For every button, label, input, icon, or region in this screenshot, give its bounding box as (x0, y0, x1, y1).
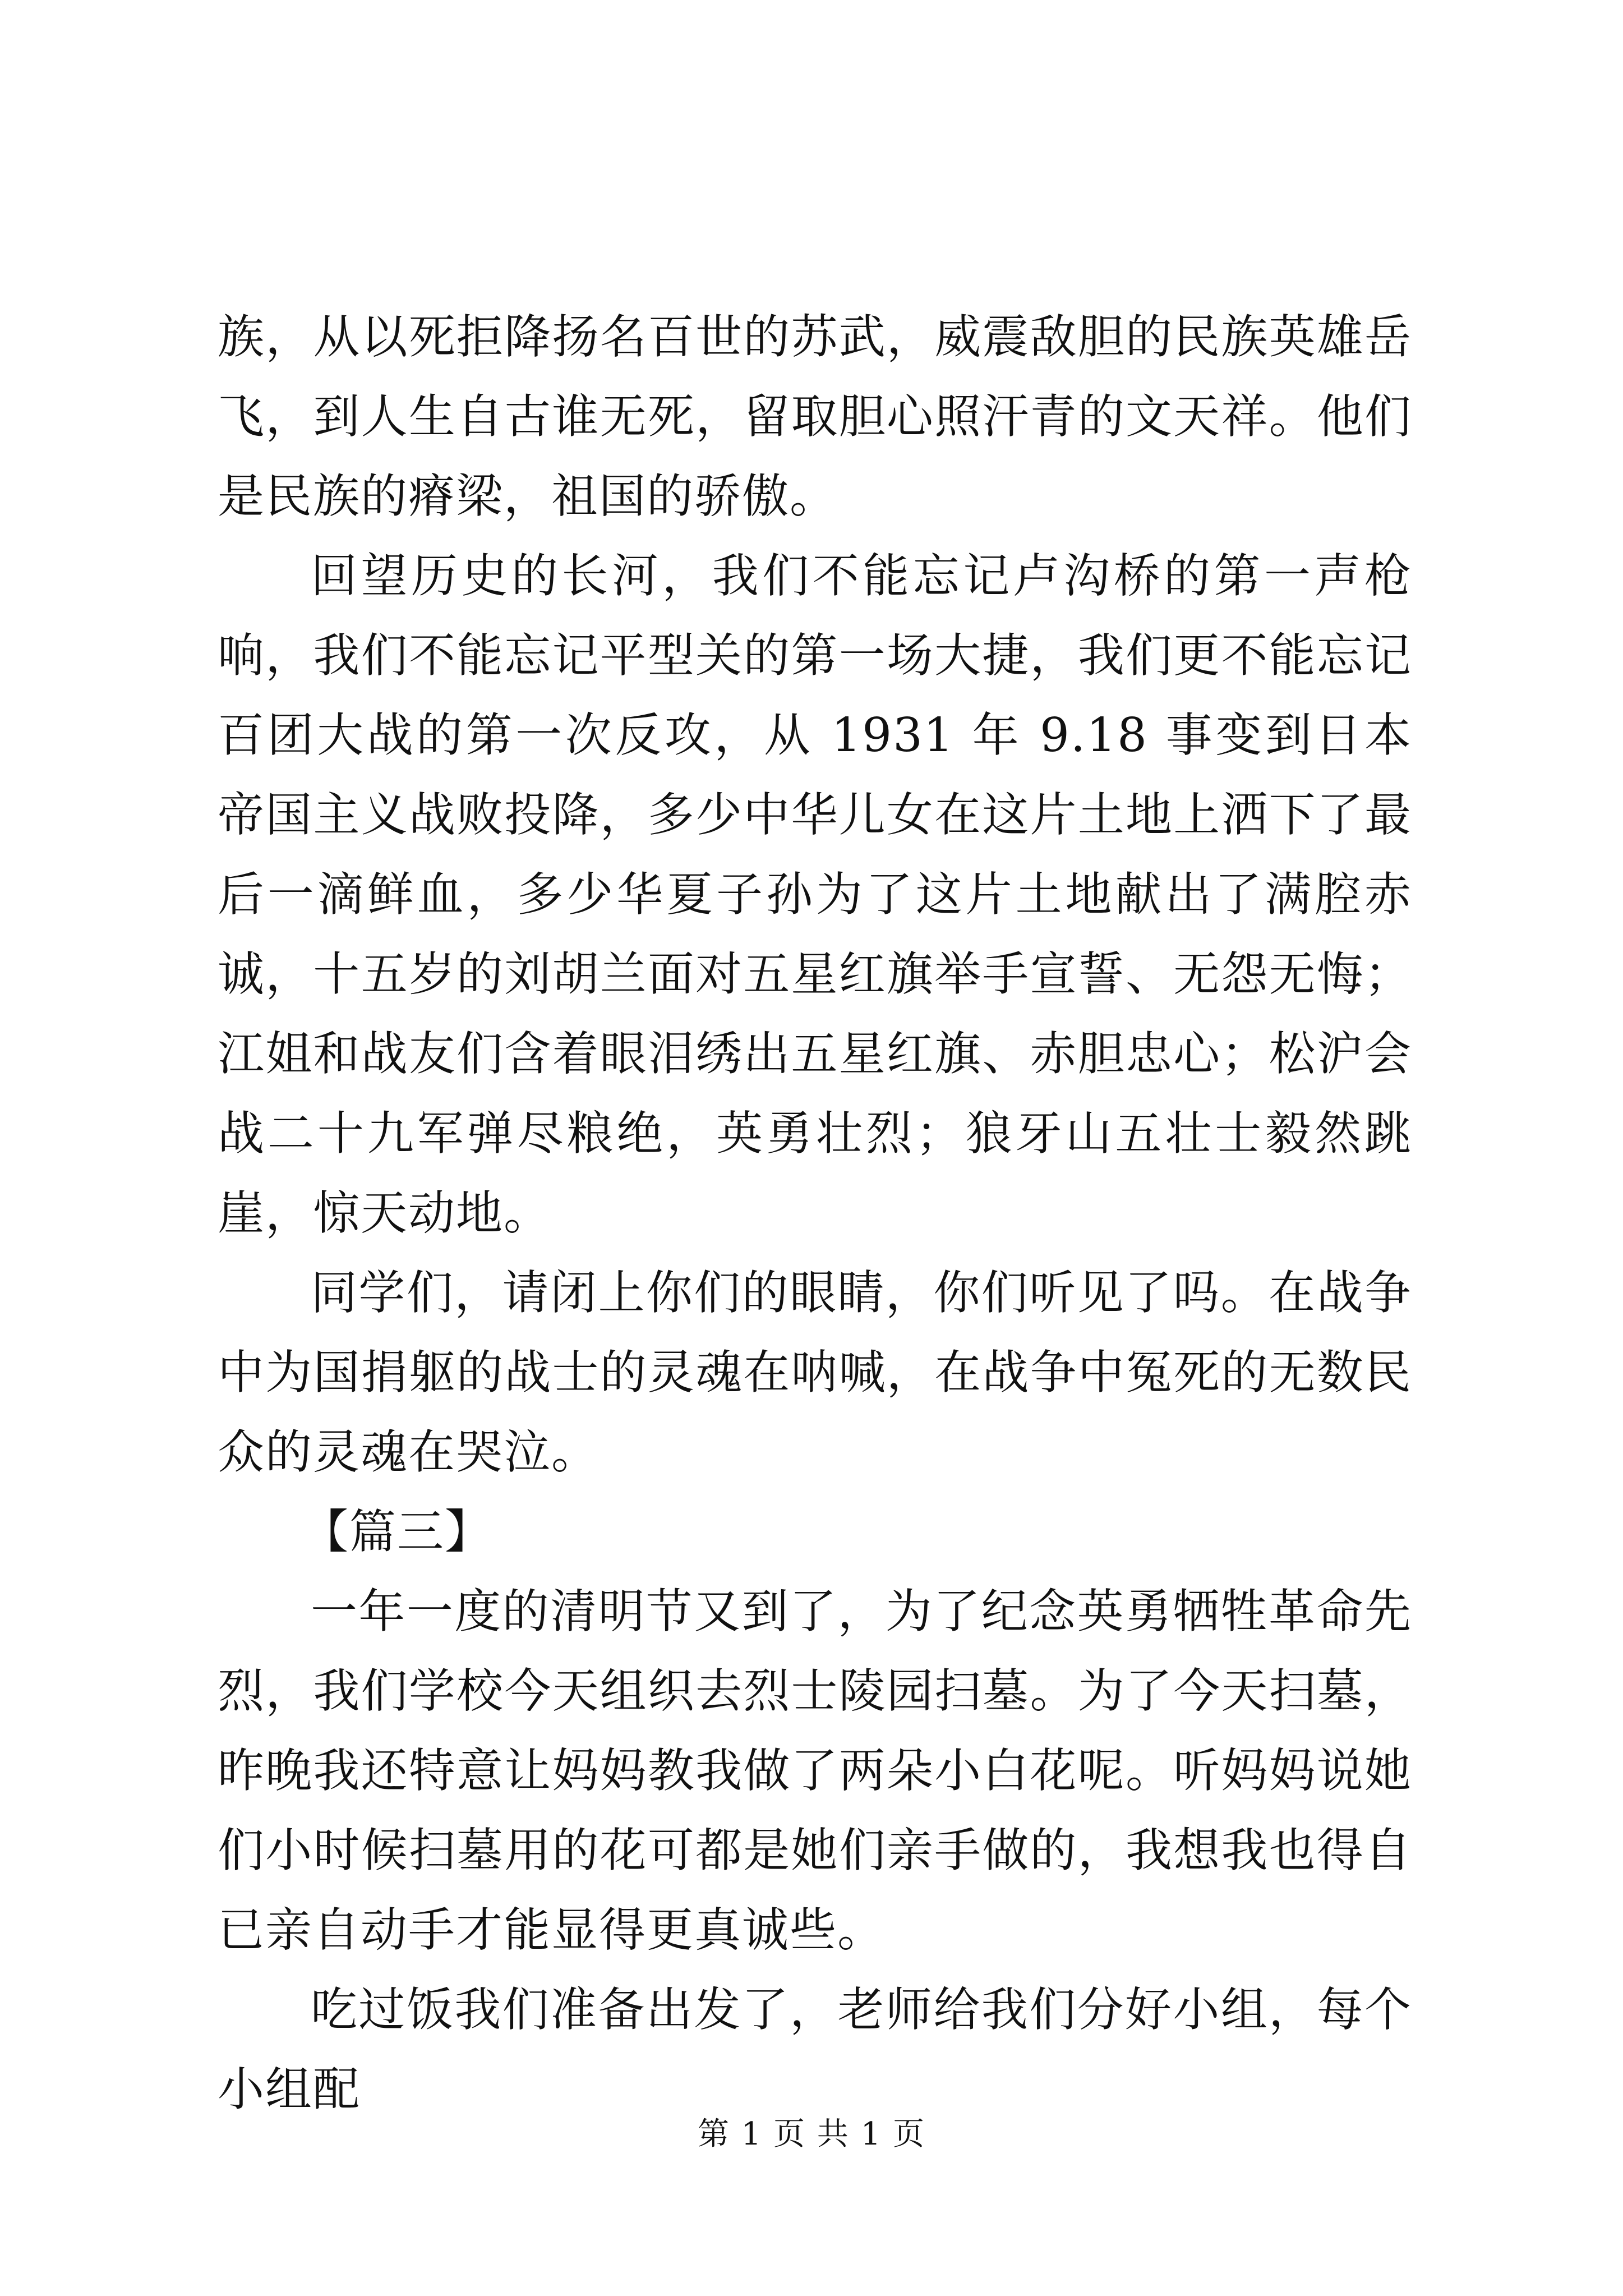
paragraph-departure: 吃过饭我们准备出发了，老师给我们分好小组，每个小组配 (218, 1982, 1412, 2116)
page-number-footer: 第 1 页 共 1 页 (697, 2116, 926, 2152)
paragraph-continuation: 族，从以死拒降扬名百世的苏武，威震敌胆的民族英雄岳飞，到人生自古谁无死，留取胆心照汗青的文天祥。他们是民族的瘠梁，祖国的骄傲。 (218, 310, 1412, 523)
paragraph-qingming: 一年一度的清明节又到了，为了纪念英勇牺牲革命先烈，我们学校今天组织去烈士陵园扫墓。为了今天扫墓，昨晚我还特意让妈妈教我做了两朵小白花呢。听妈妈说她们小时候扫墓用的花可都是她们亲手做的，我想我也得自已亲自动手才能显得更真诚些。 (218, 1584, 1412, 1957)
section-heading: 【篇三】 (302, 1504, 492, 1559)
paragraph-history: 回望历史的长河，我们不能忘记卢沟桥的第一声枪响，我们不能忘记平型关的第一场大捷，我们更不能忘记百团大战的第一次反攻，从 1931 年 9.18 事变到日本帝国主义战败投降，多少中华儿女在这片土地上洒下了最后一滴鲜血，多少华夏子孙为了这片土地献出了满腔赤诚，十五岁的刘胡兰面对五星红旗举手宣誓、无怨无悔；江姐和战友们含着眼泪绣出五星红旗、赤胆忠心；松沪会战二十九军弹尽粮绝，英勇壮烈；狼牙山五壮士毅然跳崖，惊天动地。 (218, 549, 1412, 1240)
paragraph-classmates: 同学们，请闭上你们的眼睛，你们听见了吗。在战争中为国捐躯的战士的灵魂在呐喊，在战争中冤死的无数民众的灵魂在哭泣。 (218, 1266, 1412, 1479)
document-body (218, 297, 1412, 2129)
